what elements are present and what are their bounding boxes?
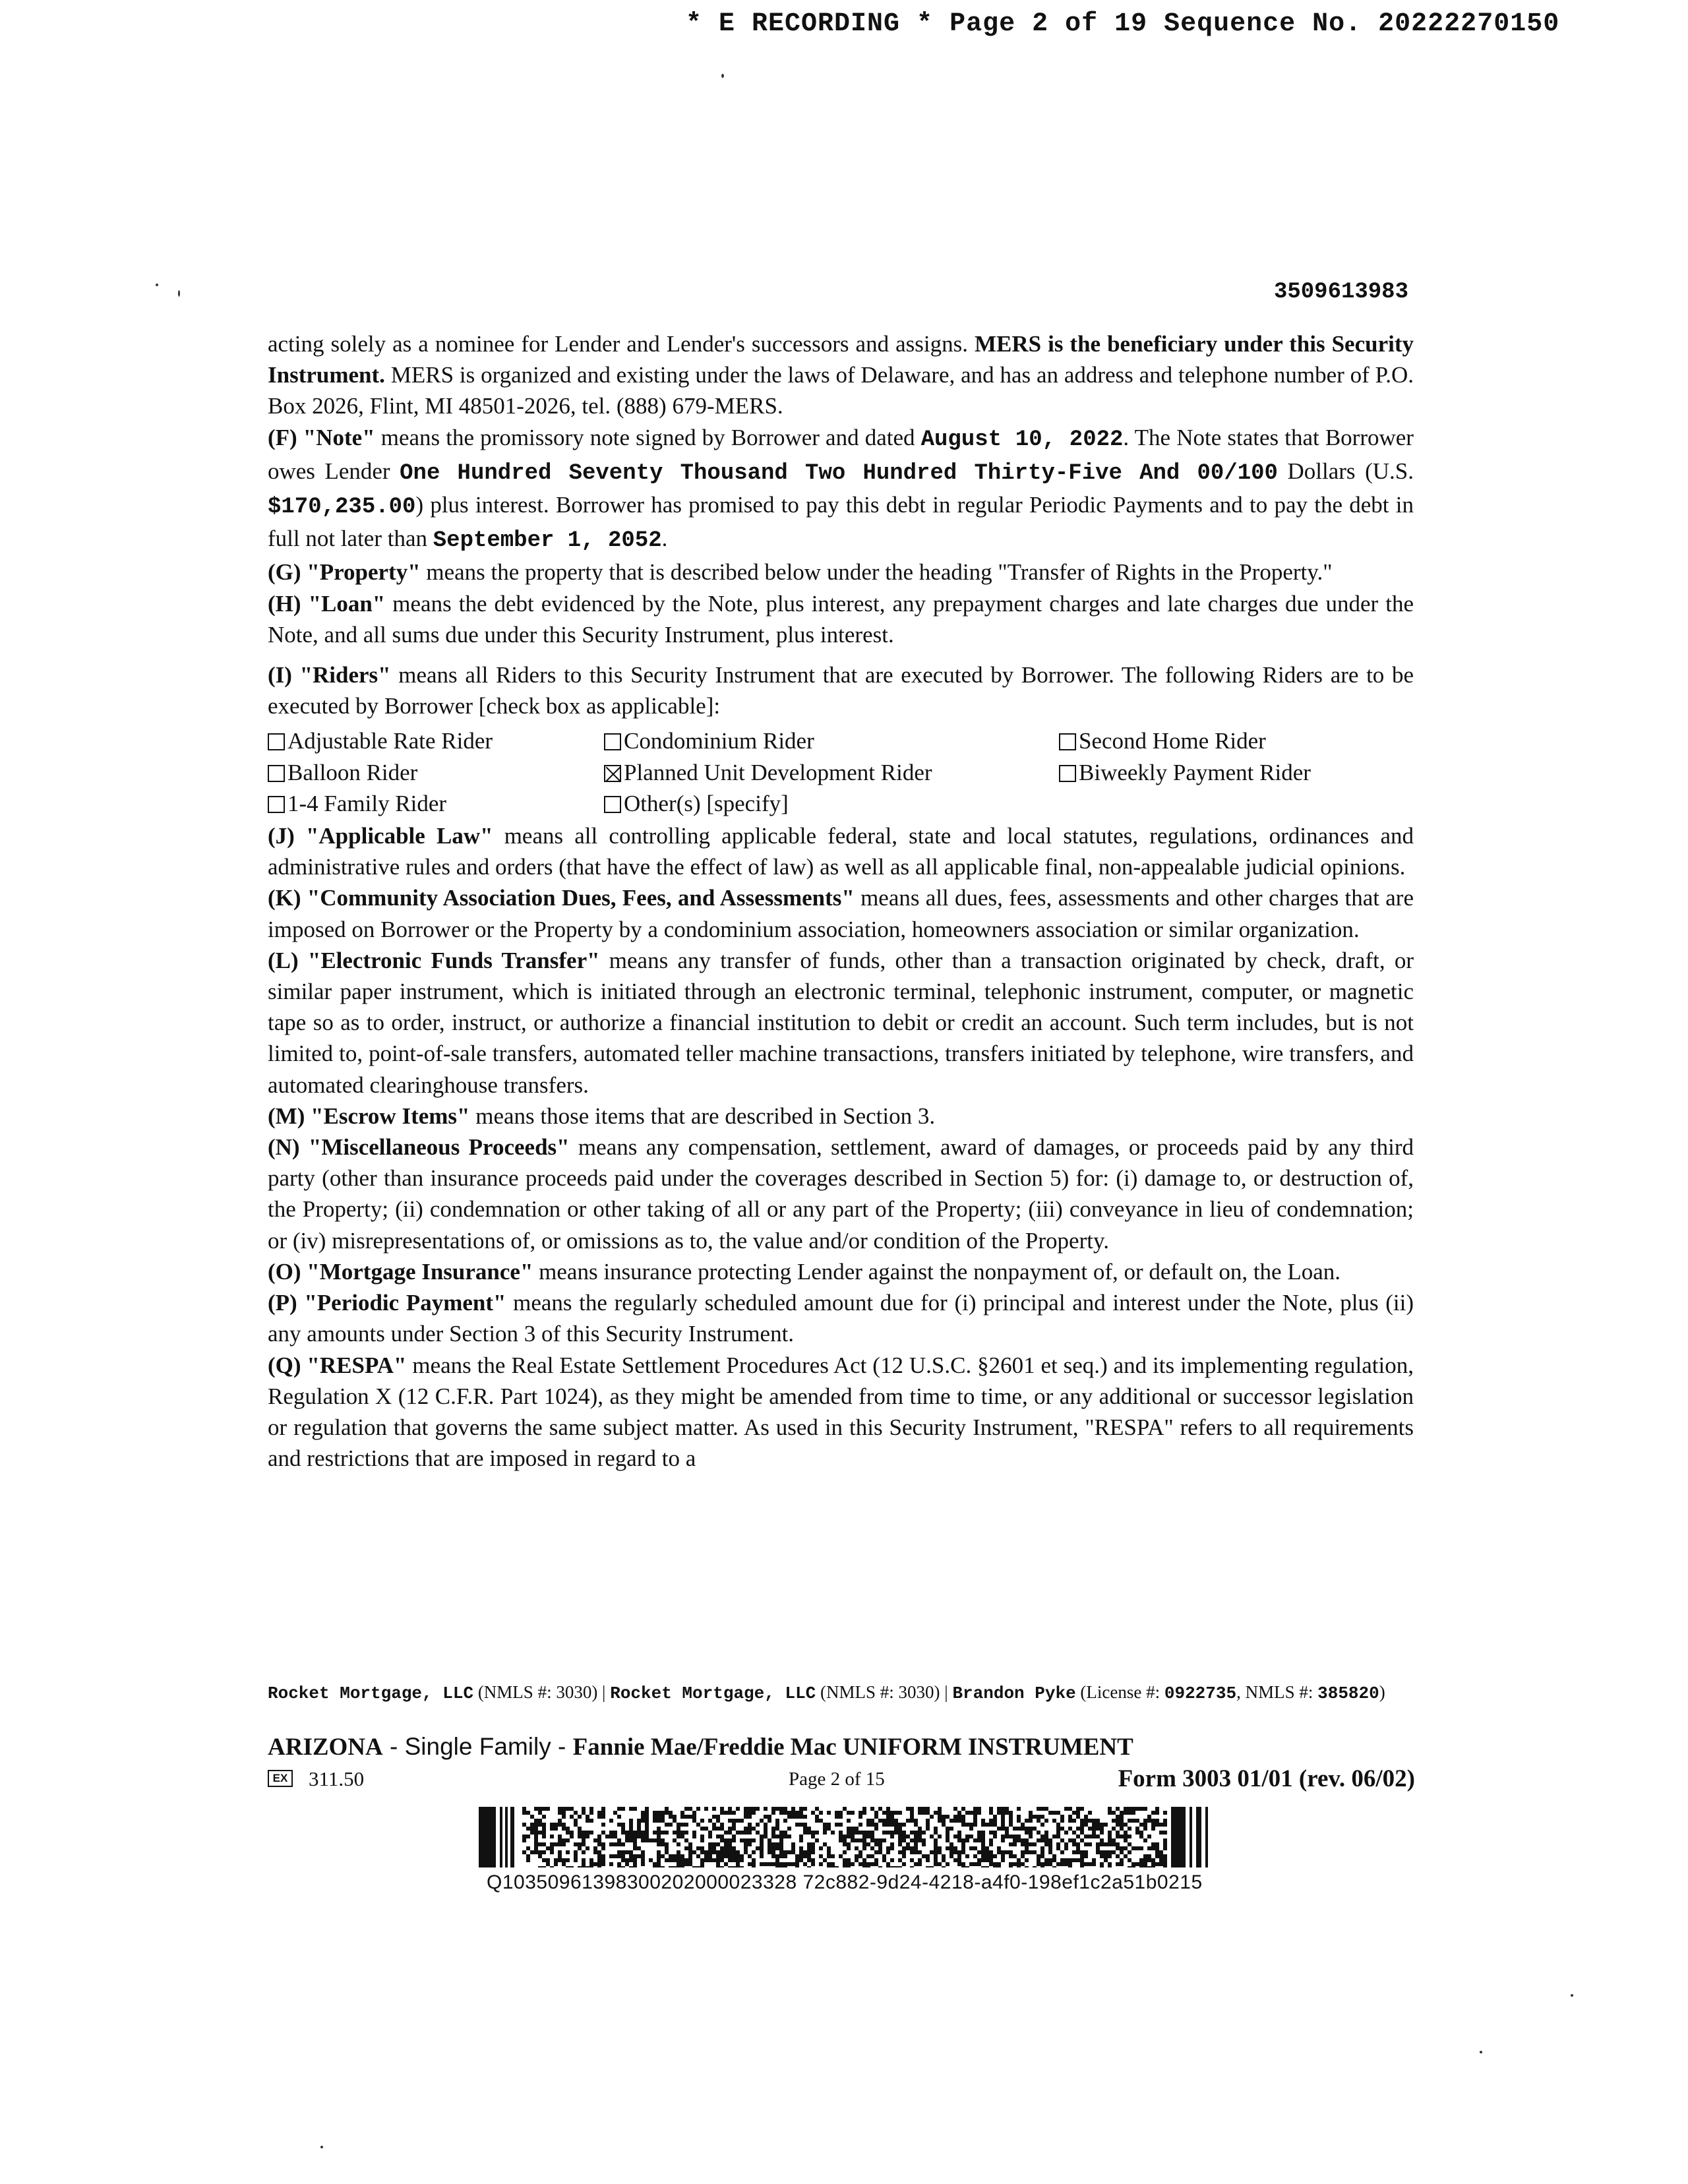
scan-speck — [178, 290, 180, 297]
form-number: Form 3003 01/01 (rev. 06/02) — [1118, 1765, 1415, 1792]
scan-speck — [1571, 1994, 1573, 1997]
ex-icon: EX — [268, 1770, 293, 1787]
page-number: Page 2 of 15 — [789, 1769, 885, 1790]
scan-speck — [320, 2146, 323, 2148]
rider-second-home[interactable]: Second Home Rider — [1059, 725, 1415, 756]
checkbox-unchecked-icon[interactable] — [604, 796, 621, 813]
definition-periodic-payment: (P) "Periodic Payment" means the regularly scheduled amount due for (i) principal and interest under the Note, plus (ii) any amounts under Section 3 of this Security Instrument. — [268, 1290, 1414, 1347]
checkbox-unchecked-icon[interactable] — [268, 765, 285, 782]
definition-community-association: (K) "Community Association Dues, Fees, and Assessments" means all dues, fees, assessments and other charges that are imposed on Borrower or the Property by a condominium association, homeowners association or similar organization. — [268, 885, 1414, 942]
rider-adjustable-rate[interactable]: Adjustable Rate Rider — [268, 725, 604, 756]
note-amount: $170,235.00 — [268, 495, 416, 520]
definition-applicable-law: (J) "Applicable Law" means all controlling applicable federal, state and local statutes, regulations, ordinances and administrative rules and orders (that have the effect of law) as well as all applicable final, non-appealable judicial opinions. — [268, 823, 1414, 880]
definition-property: (G) "Property" means the property that is described below under the heading "Transfer of Rights in the Property." — [268, 559, 1333, 586]
checkbox-unchecked-icon[interactable] — [1059, 733, 1076, 750]
note-date: August 10, 2022 — [920, 427, 1124, 452]
barcode-graphic — [479, 1807, 1211, 1867]
definition-miscellaneous-proceeds: (N) "Miscellaneous Proceeds" means any compensation, settlement, award of damages, or proceeds paid by any third party (other than insurance proceeds paid under the coverages described in Section 5) for: (i) damage to, or destruction of, the Property; (ii) condemnation or other taking of all or any part of the Property; (iii) conveyance in lieu of condemnation; or (iv) misrepresentations of, or omissions as to, the value and/or condition of the Property. — [268, 1134, 1414, 1254]
rider-planned-unit-development[interactable]: Planned Unit Development Rider — [604, 757, 1059, 788]
definition-escrow-items: (M) "Escrow Items" means those items that are described in Section 3. — [268, 1103, 936, 1129]
lender-info: Rocket Mortgage, LLC (NMLS #: 3030) | Rocket Mortgage, LLC (NMLS #: 3030) | Brandon Pyke (License #: 0922735, NMLS #: 385820) — [268, 1682, 1385, 1703]
rider-biweekly-payment[interactable]: Biweekly Payment Rider — [1059, 757, 1415, 788]
paragraph-mers: acting solely as a nominee for Lender and Lender's successors and assigns. MERS is the beneficiary under this Security Instrument. MERS is organized and existing under the laws of Delaware, and has an address and telephone number of P.O. Box 2026, Flint, MI 48501-2026, tel. (888) 679-MERS. — [268, 331, 1414, 419]
scan-speck — [721, 74, 724, 78]
rider-1-4-family[interactable]: 1-4 Family Rider — [268, 788, 604, 819]
scan-speck — [1480, 2051, 1482, 2053]
checkbox-checked-icon[interactable] — [604, 765, 621, 782]
maturity-date: September 1, 2052 — [433, 528, 662, 554]
definition-respa: (Q) "RESPA" means the Real Estate Settlement Procedures Act (12 U.S.C. §2601 et seq.) and its implementing regulation, Regulation X (12 C.F.R. Part 1024), as they might be amended from time to time, or any additional or successor legislation or regulation that governs the same subject matter. As used in this Security Instrument, "RESPA" refers to all requirements and restrictions that are imposed in regard to a — [268, 1352, 1414, 1472]
note-amount-words: One Hundred Seventy Thousand Two Hundred Thirty-Five And 00/100 — [400, 460, 1278, 486]
recording-stamp: * E RECORDING * Page 2 of 19 Sequence No. 20222270150 — [686, 9, 1560, 39]
form-code: 311.50 — [309, 1767, 365, 1790]
definition-loan: (H) "Loan" means the debt evidenced by the Note, plus interest, any prepayment charges and late charges due under the Note, and all sums due under this Security Instrument, plus interest. — [268, 590, 1414, 648]
checkbox-unchecked-icon[interactable] — [604, 733, 621, 750]
document-body — [268, 328, 1414, 1474]
form-title: ARIZONA - Single Family - Fannie Mae/Freddie Mac UNIFORM INSTRUMENT — [268, 1733, 1133, 1761]
definition-electronic-funds-transfer: (L) "Electronic Funds Transfer" means any transfer of funds, other than a transaction originated by check, draft, or similar paper instrument, which is initiated through an electronic terminal, telephonic instrument, computer, or magnetic tape so as to order, instruct, or authorize a financial institution to debit or credit an account. Such term includes, but is not limited to, point-of-sale transfers, automated teller machine transactions, transfers initiated by telephone, wire transfers, and automated clearinghouse transfers. — [268, 947, 1414, 1098]
loan-number: 3509613983 — [1273, 280, 1408, 305]
definition-mortgage-insurance: (O) "Mortgage Insurance" means insurance protecting Lender against the nonpayment of, or default on, the Loan. — [268, 1258, 1341, 1285]
checkbox-unchecked-icon[interactable] — [1059, 765, 1076, 782]
rider-condominium[interactable]: Condominium Rider — [604, 725, 1059, 756]
definition-riders: (I) "Riders" means all Riders to this Security Instrument that are executed by Borrower. The following Riders are to be executed by Borrower [check box as applicable]: — [268, 662, 1414, 719]
scan-speck — [156, 284, 158, 286]
checkbox-unchecked-icon[interactable] — [268, 733, 285, 750]
barcode-text: Q10350961398300202000023328 72c882-9d24-4218-a4f0-198ef1c2a51b0215 — [487, 1871, 1203, 1893]
rider-balloon[interactable]: Balloon Rider — [268, 757, 604, 788]
rider-other[interactable]: Other(s) [specify] — [604, 788, 1059, 819]
riders-checklist — [268, 725, 1414, 819]
checkbox-unchecked-icon[interactable] — [268, 796, 285, 813]
definition-note: (F) "Note" means the promissory note signed by Borrower and dated August 10, 2022. The Note states that Borrower owes Lender One Hundred Seventy Thousand Two Hundred Thirty-Five And 00/100 Dollars (U.S. $170,235.00) plus interest. Borrower has promised to pay this debt in regular Periodic Payments and to pay the debt in full not later than September 1, 2052. — [268, 424, 1414, 554]
